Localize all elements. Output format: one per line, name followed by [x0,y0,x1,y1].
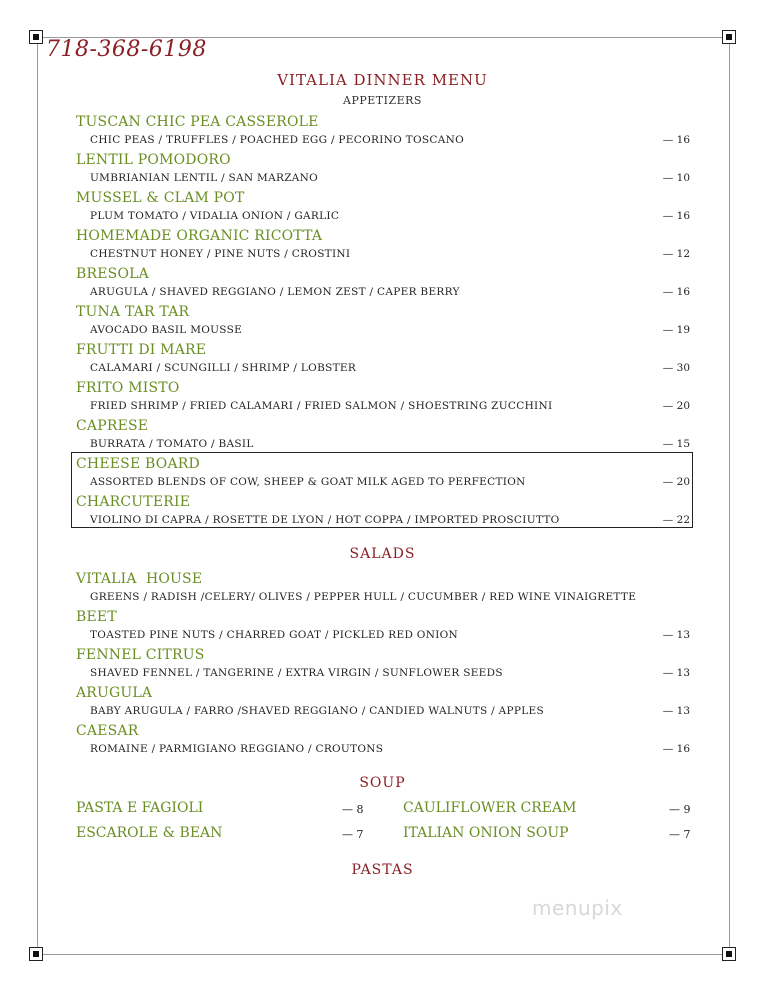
menu-title: VITALIA DINNER MENU [277,71,488,89]
item-name: FRITO MISTO [76,380,180,396]
item-name: VITALIA HOUSE [76,571,203,587]
item-description: BURRATA / TOMATO / BASIL [90,438,254,450]
item-description: CALAMARI / SCUNGILLI / SHRIMP / LOBSTER [90,362,357,374]
item-description: SHAVED FENNEL / TANGERINE / EXTRA VIRGIN / SUNFLOWER SEEDS [90,667,503,679]
phone-number: 718-368-6198 [46,37,207,62]
item-name: HOMEMADE ORGANIC RICOTTA [76,228,323,244]
item-description: GREENS / RADISH /CELERY/ OLIVES / PEPPER HULL / CUCUMBER / RED WINE VINAIGRETTE [90,591,637,603]
item-description: ARUGULA / SHAVED REGGIANO / LEMON ZEST / CAPER BERRY [90,286,460,298]
soup-item-price: — 7 [669,828,691,841]
salads-heading: SALADS [349,546,416,562]
item-price: — 30 [662,362,690,374]
item-description: BABY ARUGULA / FARRO /SHAVED REGGIANO / CANDIED WALNUTS / APPLES [90,705,544,717]
item-price: — 16 [662,286,690,298]
item-name: BEET [76,609,117,625]
item-price: — 12 [662,248,690,260]
item-description: CHIC PEAS / TRUFFLES / POACHED EGG / PECORINO TOSCANO [90,134,464,146]
item-price: — 22 [662,514,690,526]
item-description: PLUM TOMATO / VIDALIA ONION / GARLIC [90,210,340,222]
item-price: — 13 [662,667,690,679]
frame-right [729,36,730,956]
item-price: — 10 [662,172,690,184]
item-price: — 20 [662,400,690,412]
item-name: CHARCUTERIE [76,494,191,510]
item-name: TUSCAN CHIC PEA CASSEROLE [76,114,319,130]
item-name: MUSSEL & CLAM POT [76,190,245,206]
soup-item-name: PASTA E FAGIOLI [76,800,204,816]
item-description: UMBRIANIAN LENTIL / SAN MARZANO [90,172,319,184]
item-description: VIOLINO DI CAPRA / ROSETTE DE LYON / HOT COPPA / IMPORTED PROSCIUTTO [90,514,560,526]
item-price: — 19 [662,324,690,336]
corner-mark-top-right [722,30,736,44]
soup-item-name: ESCAROLE & BEAN [76,825,223,841]
pastas-heading: PASTAS [351,862,414,878]
item-name: BRESOLA [76,266,149,282]
item-name: LENTIL POMODORO [76,152,231,168]
frame-left [37,36,38,956]
appetizers-heading: APPETIZERS [343,94,422,107]
item-name: CAPRESE [76,418,149,434]
item-name: ARUGULA [76,685,153,701]
item-price: — 16 [662,743,690,755]
item-name: CHEESE BOARD [76,456,200,472]
item-description: AVOCADO BASIL MOUSSE [90,324,243,336]
corner-mark-bottom-right [722,947,736,961]
soup-item-price: — 7 [342,828,364,841]
item-name: FENNEL CITRUS [76,647,205,663]
frame-bottom [36,954,730,955]
item-description: TOASTED PINE NUTS / CHARRED GOAT / PICKLED RED ONION [90,629,459,641]
item-price: — 16 [662,134,690,146]
soup-heading: SOUP [359,775,406,791]
item-price: — 13 [662,629,690,641]
item-price: — 13 [662,705,690,717]
item-price: — 15 [662,438,690,450]
soup-item-name: CAULIFLOWER CREAM [403,800,577,816]
watermark: menupix [532,896,623,920]
item-description: ASSORTED BLENDS OF COW, SHEEP & GOAT MILK AGED TO PERFECTION [90,476,526,488]
soup-item-name: ITALIAN ONION SOUP [403,825,569,841]
item-name: TUNA TAR TAR [76,304,190,320]
soup-item-price: — 8 [342,803,364,816]
item-name: FRUTTI DI MARE [76,342,207,358]
corner-mark-bottom-left [29,947,43,961]
item-description: ROMAINE / PARMIGIANO REGGIANO / CROUTONS [90,743,384,755]
item-price: — 20 [662,476,690,488]
item-description: FRIED SHRIMP / FRIED CALAMARI / FRIED SALMON / SHOESTRING ZUCCHINI [90,400,553,412]
corner-mark-top-left [29,30,43,44]
soup-item-price: — 9 [669,803,691,816]
item-description: CHESTNUT HONEY / PINE NUTS / CROSTINI [90,248,351,260]
item-price: — 16 [662,210,690,222]
item-name: CAESAR [76,723,139,739]
